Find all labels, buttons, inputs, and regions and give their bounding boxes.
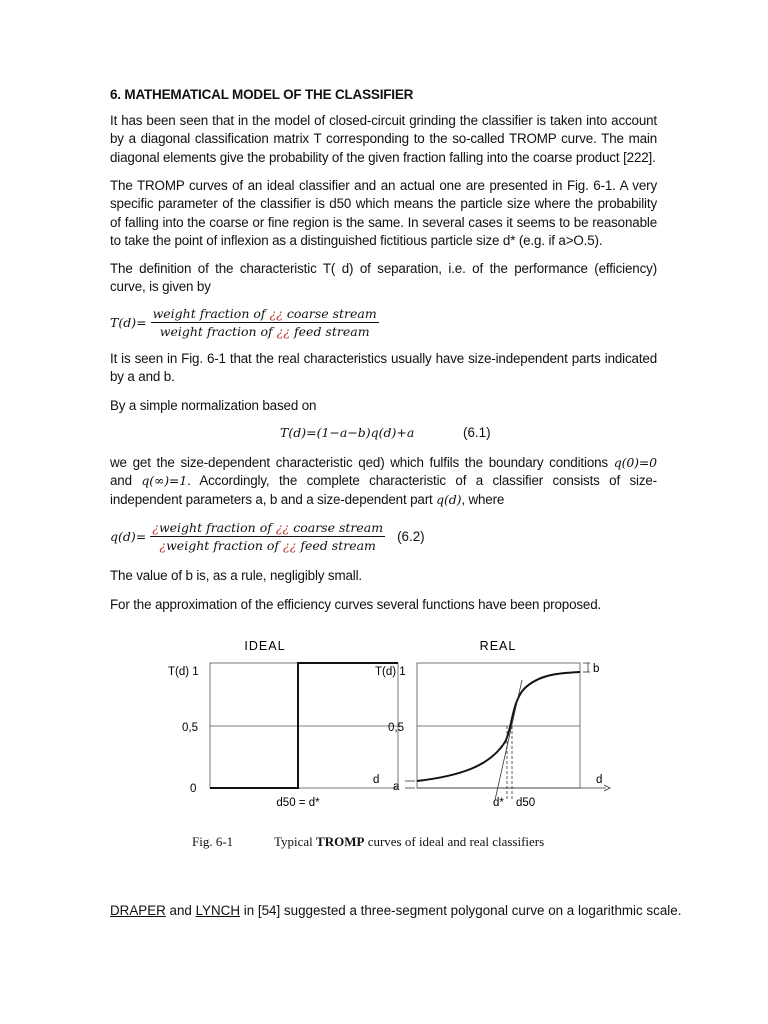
paragraph-final: DRAPER and LYNCH in [54] suggested a three-segment polygonal curve on a logarithmic scale. [110, 903, 682, 918]
equation-number-6-2: (6.2) [397, 529, 425, 544]
fraction-denominator: weight fraction of ¿¿ feed stream [159, 324, 370, 339]
ideal-title: IDEAL [244, 639, 286, 653]
ideal-x-label: d50 = d* [276, 797, 320, 809]
paragraph-4: It is seen in Fig. 6-1 that the real characteristics usually have size-independent parts indicated by a and b. [110, 351, 657, 385]
equation-number-6-1: (6.1) [463, 425, 491, 440]
equation-6-2 [110, 520, 425, 553]
real-a-label: a [393, 781, 400, 793]
paragraph-8: For the approximation of the efficiency curves several functions have been proposed. [110, 597, 602, 612]
real-y-top-label: T(d) 1 [375, 666, 406, 678]
real-frame [417, 663, 580, 788]
fraction-numerator: ¿weight fraction of ¿¿ coarse stream [152, 520, 384, 535]
section-heading: 6. MATHEMATICAL MODEL OF THE CLASSIFIER [110, 87, 414, 102]
paragraph-7: The value of b is, as a rule, negligibly small. [110, 568, 362, 583]
fraction-numerator: weight fraction of ¿¿ coarse stream [152, 306, 377, 321]
paragraph-6: we get the size-dependent characteristic qed) which fulfils the boundary conditions q(0)=0 and q(∞)=1. Accordingly, the complete characteristic of a classifier consists of size-independent parameters a, b and a size-dependent part q(d), where [110, 455, 657, 507]
equation-tromp-definition [110, 306, 379, 339]
figure-number: Fig. 6-1 [192, 834, 234, 849]
fraction [151, 306, 379, 339]
fraction-denominator: ¿weight fraction of ¿¿ feed stream [159, 538, 376, 553]
real-d-star-label: d* [493, 797, 504, 809]
ideal-curve [210, 663, 398, 788]
ideal-x-axis-label: d [373, 774, 380, 786]
math-qd: q(d) [436, 491, 462, 507]
ideal-y-mid-label: 0,5 [182, 722, 198, 734]
real-curve [417, 672, 580, 781]
paragraph-3: The definition of the characteristic T( d) of separation, i.e. of the performance (efficiency) curve, is given by [110, 261, 657, 295]
real-title: REAL [479, 639, 517, 653]
inflection-tangent-line [495, 680, 522, 800]
fraction [150, 520, 385, 553]
real-b-label: b [593, 663, 600, 675]
math-qinf: q(∞)=1 [141, 473, 188, 489]
paragraph-5: By a simple normalization based on [110, 398, 317, 413]
ideal-y-zero-label: 0 [190, 783, 197, 795]
ideal-y-top-label: T(d) 1 [168, 666, 199, 678]
ideal-frame [210, 663, 398, 788]
math-q0: q(0)=0 [613, 455, 657, 470]
real-y-mid-label: 0,5 [388, 722, 404, 734]
author-draper: DRAPER [110, 903, 166, 918]
equation-6-1: T(d)=(1−a−b)q(d)+a [280, 425, 415, 440]
real-d50-label: d50 [516, 797, 536, 809]
real-x-axis-label: d [596, 774, 603, 786]
paragraph-1: It has been seen that in the model of closed-circuit grinding the classifier is taken into account by a diagonal classification matrix T corresponding to the so-called TROMP curve. The main diagonal elements give the probability of the given fraction falling into the coarse product [222]. [110, 113, 657, 165]
figure-caption: Fig. 6-1 Typical TROMP curves of ideal and real classifiers [192, 834, 545, 849]
author-lynch: LYNCH [195, 903, 241, 918]
figure-tromp-curves [160, 630, 620, 820]
equation-lhs: T(d)= [110, 315, 147, 330]
equation-lhs: q(d)= [110, 529, 147, 544]
paragraph-2: The TROMP curves of an ideal classifier and an actual one are presented in Fig. 6-1. A very specific parameter of the classifier is d50 which means the particle size where the probability of falling into the coarse or fine region is the same. In several cases it seems to be reasonable to take the point of inflexion as a distinguished fictitious particle size d* (e.g. if a>O.5). [110, 178, 657, 249]
